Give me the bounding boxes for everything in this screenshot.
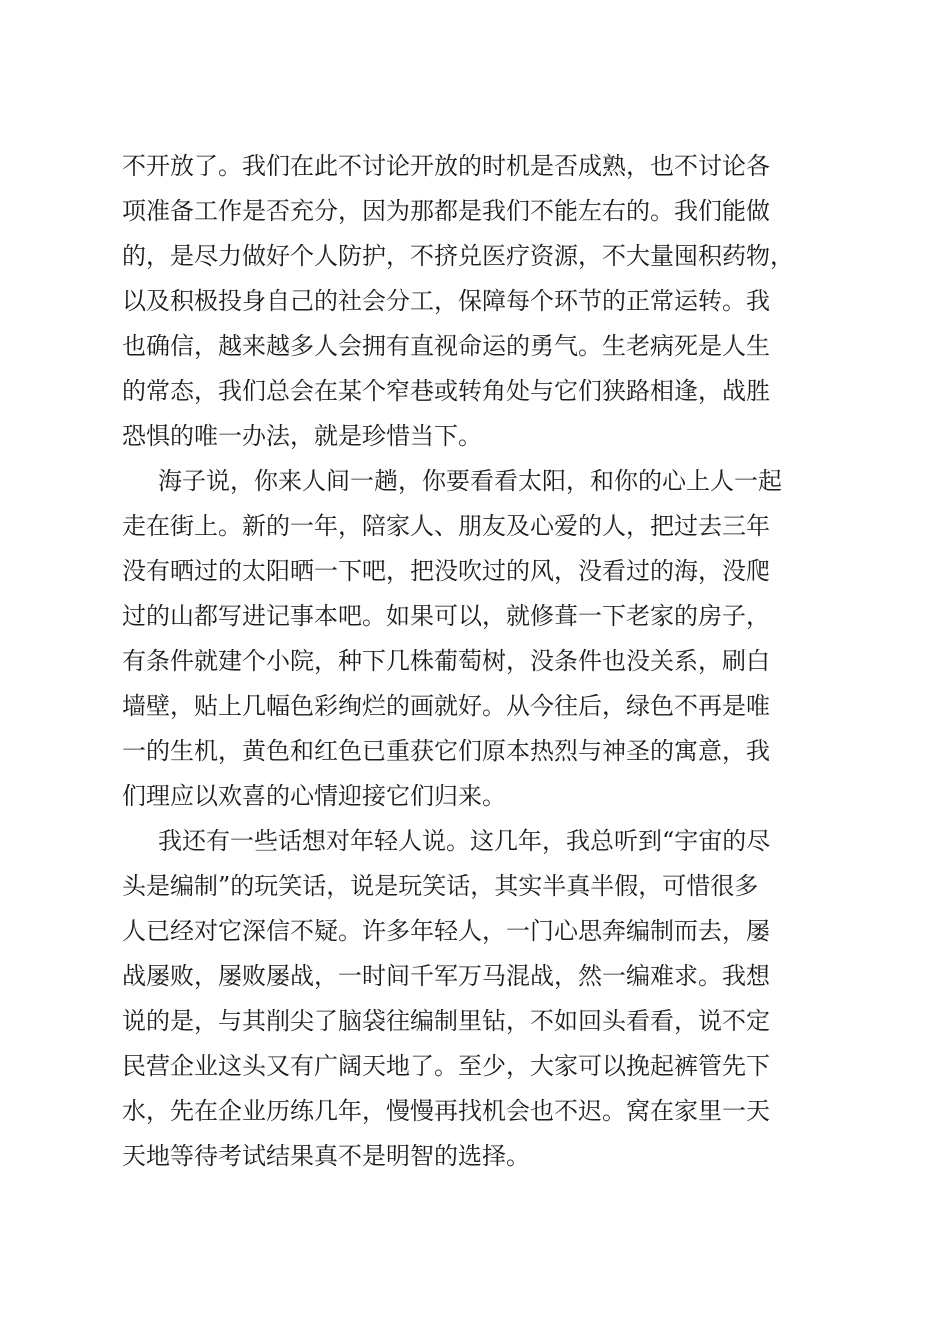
paragraph-1-line-3: 的，是尽力做好个人防护，不挤兑医疗资源，不大量囤积药物， — [122, 242, 794, 270]
paragraph-3-line-7: 水，先在企业历练几年，慢慢再找机会也不迟。窝在家里一天 — [122, 1097, 770, 1125]
paragraph-3-line-2: 头是编制”的玩笑话，说是玩笑话，其实半真半假，可惜很多 — [122, 872, 759, 900]
paragraph-2-line-4: 过的山都写进记事本吧。如果可以，就修葺一下老家的房子， — [122, 602, 770, 630]
paragraph-1-line-6: 的常态，我们总会在某个窄巷或转角处与它们狭路相逢，战胜 — [122, 377, 770, 405]
paragraph-2-line-3: 没有晒过的太阳晒一下吧，把没吹过的风，没看过的海，没爬 — [122, 557, 770, 585]
paragraph-1-line-1: 不开放了。我们在此不讨论开放的时机是否成熟，也不讨论各 — [122, 152, 770, 180]
paragraph-2-line-2: 走在街上。新的一年，陪家人、朋友及心爱的人，把过去三年 — [122, 512, 770, 540]
paragraph-3-line-8: 天地等待考试结果真不是明智的选择。 — [122, 1142, 530, 1170]
paragraph-2-line-7: 一的生机，黄色和红色已重获它们原本热烈与神圣的寓意，我 — [122, 737, 770, 765]
paragraph-2-line-5: 有条件就建个小院，种下几株葡萄树，没条件也没关系，刷白 — [122, 647, 770, 675]
paragraph-2-line-6: 墙壁，贴上几幅色彩绚烂的画就好。从今往后，绿色不再是唯 — [122, 692, 770, 720]
body-text — [122, 144, 842, 1179]
paragraph-3-line-3: 人已经对它深信不疑。许多年轻人，一门心思奔编制而去，屡 — [122, 917, 770, 945]
paragraph-3-line-1: 我还有一些话想对年轻人说。这几年，我总听到“宇宙的尽 — [158, 827, 771, 855]
paragraph-2-line-1: 海子说，你来人间一趟，你要看看太阳，和你的心上人一起 — [158, 467, 782, 495]
paragraph-3-line-4: 战屡败，屡败屡战，一时间千军万马混战，然一编难求。我想 — [122, 962, 770, 990]
paragraph-1-line-4: 以及积极投身自己的社会分工，保障每个环节的正常运转。我 — [122, 287, 770, 315]
paragraph-1-line-2: 项准备工作是否充分，因为那都是我们不能左右的。我们能做 — [122, 197, 770, 225]
paragraph-1-line-5: 也确信，越来越多人会拥有直视命运的勇气。生老病死是人生 — [122, 332, 770, 360]
paragraph-1-line-7: 恐惧的唯一办法，就是珍惜当下。 — [122, 422, 482, 450]
paragraph-3-line-6: 民营企业这头又有广阔天地了。至少，大家可以挽起裤管先下 — [122, 1052, 770, 1080]
paragraph-2-line-8: 们理应以欢喜的心情迎接它们归来。 — [122, 782, 506, 810]
paragraph-3-line-5: 说的是，与其削尖了脑袋往编制里钻，不如回头看看，说不定 — [122, 1007, 770, 1035]
